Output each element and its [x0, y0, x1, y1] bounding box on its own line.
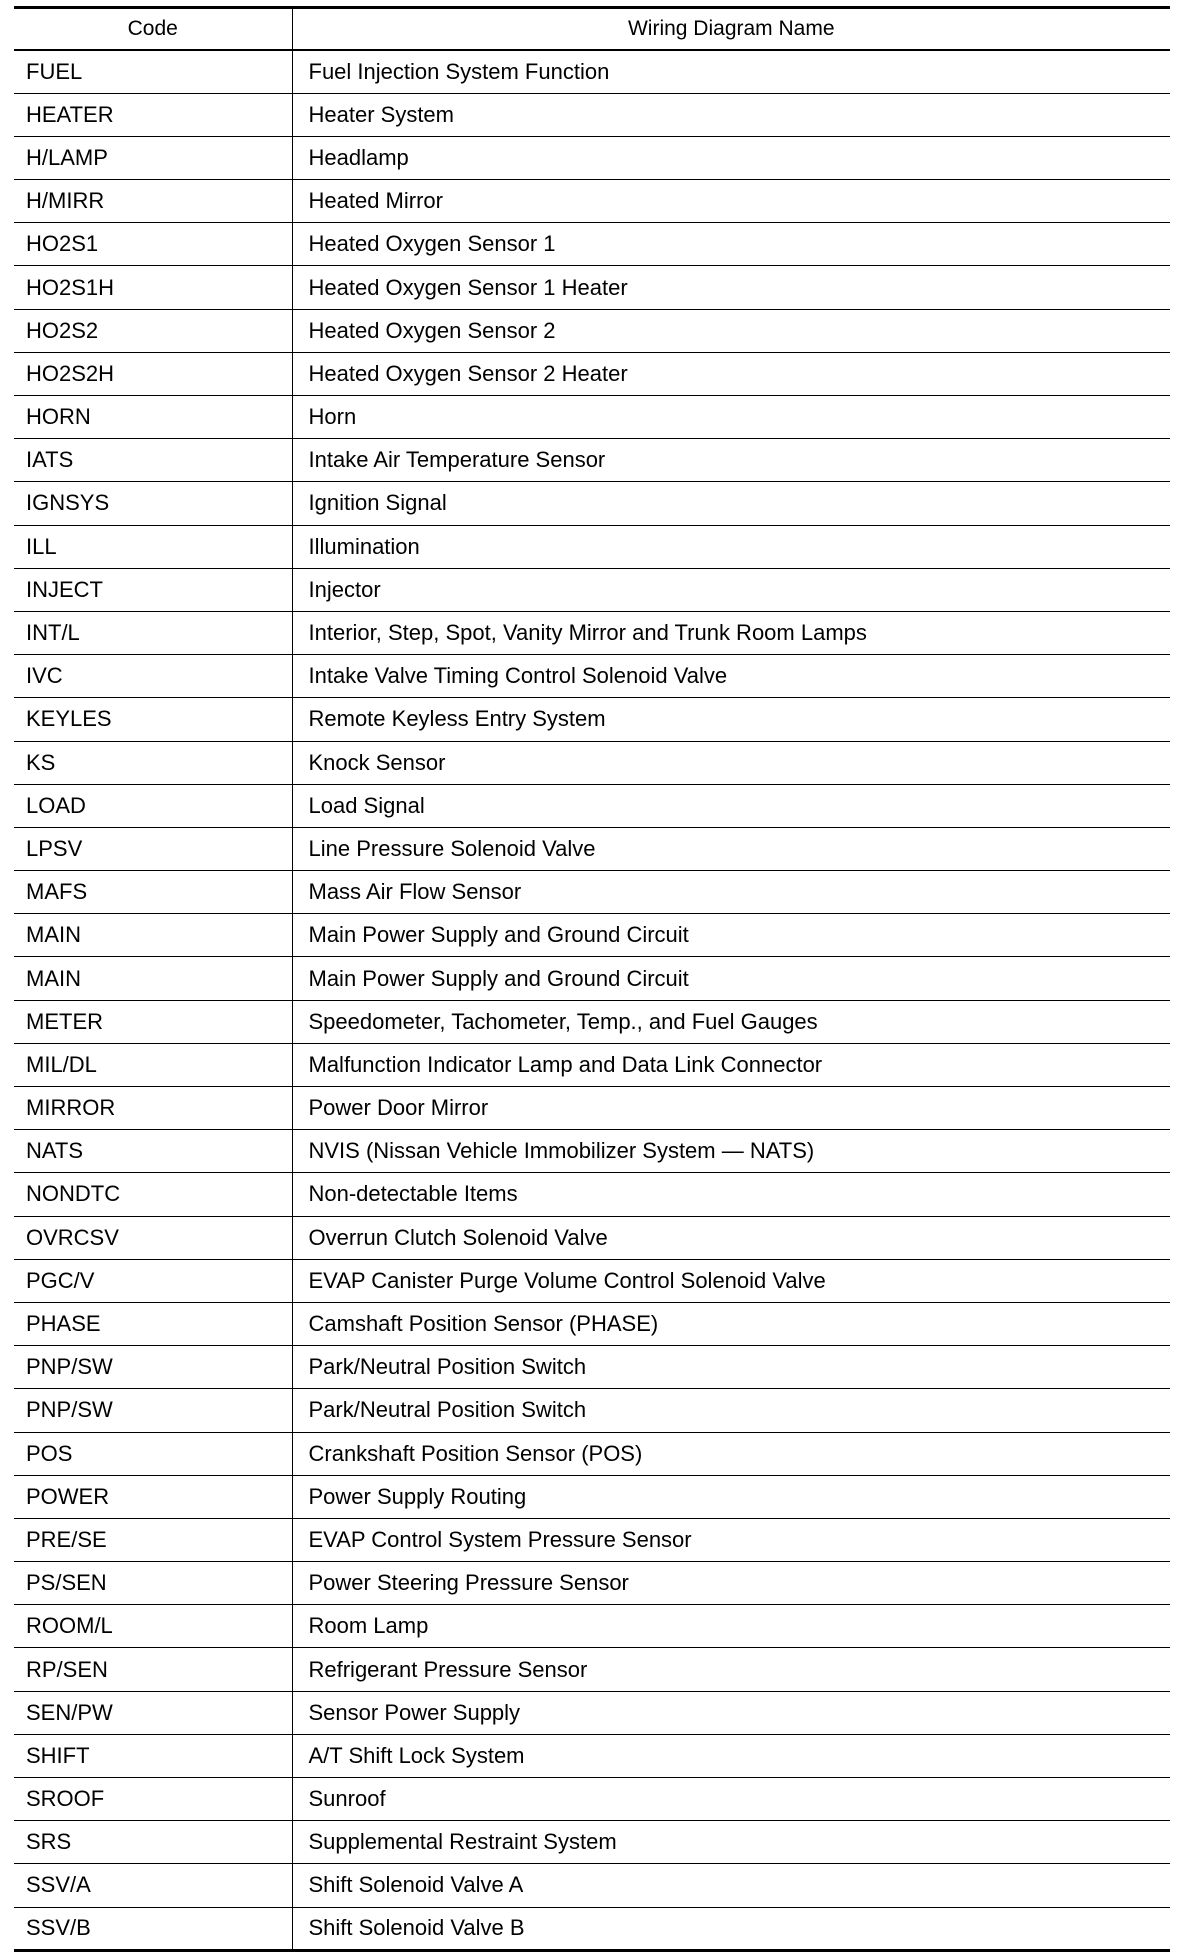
table-row [14, 1864, 1170, 1907]
code-cell: MIRROR [14, 1087, 292, 1130]
wiring-diagram-name-cell: NVIS (Nissan Vehicle Immobilizer System — NATS) [308, 1138, 815, 1164]
wiring-diagram-name-cell: Heater System [308, 101, 454, 127]
wiring-diagram-name-cell: Horn [308, 404, 357, 430]
wiring-diagram-name-cell: Power Steering Pressure Sensor [308, 1570, 629, 1596]
wiring-diagram-name-cell: Mass Air Flow Sensor [308, 879, 522, 905]
table-body [14, 50, 1170, 1950]
code-cell: INT/L [14, 611, 292, 654]
code-cell: FUEL [14, 50, 292, 93]
table-row [14, 1432, 1170, 1475]
table-header [14, 8, 1170, 51]
table-row [14, 741, 1170, 784]
code-cell: MIL/DL [14, 1043, 292, 1086]
wiring-diagram-name-cell: Injector [308, 576, 381, 602]
wiring-diagram-code-table [14, 6, 1170, 1952]
wiring-diagram-table-container [14, 6, 1170, 1952]
table-row [14, 1302, 1170, 1345]
code-cell: INJECT [14, 568, 292, 611]
code-cell: MAIN [14, 914, 292, 957]
table-row [14, 1216, 1170, 1259]
table-row [14, 439, 1170, 482]
code-cell: H/LAMP [14, 136, 292, 179]
wiring-diagram-name-cell: Intake Air Temperature Sensor [308, 447, 606, 473]
wiring-diagram-name-cell: EVAP Control System Pressure Sensor [308, 1526, 692, 1552]
wiring-diagram-name-cell: Heated Mirror [308, 188, 443, 214]
code-cell: SEN/PW [14, 1691, 292, 1734]
code-cell: HO2S1 [14, 223, 292, 266]
code-cell: MAIN [14, 957, 292, 1000]
wiring-diagram-name-cell: Non-detectable Items [308, 1181, 518, 1207]
table-row [14, 698, 1170, 741]
wiring-diagram-name-cell: Line Pressure Solenoid Valve [308, 835, 596, 861]
code-cell: HORN [14, 396, 292, 439]
wiring-diagram-name-cell: Shift Solenoid Valve B [308, 1915, 525, 1941]
table-row [14, 1518, 1170, 1561]
table-row [14, 568, 1170, 611]
table-row [14, 1562, 1170, 1605]
table-row [14, 136, 1170, 179]
code-cell: H/MIRR [14, 180, 292, 223]
code-cell: KEYLES [14, 698, 292, 741]
table-row [14, 1691, 1170, 1734]
code-cell: PGC/V [14, 1259, 292, 1302]
code-cell: SROOF [14, 1778, 292, 1821]
table-row [14, 1173, 1170, 1216]
code-cell: LPSV [14, 827, 292, 870]
table-row [14, 396, 1170, 439]
table-row [14, 1087, 1170, 1130]
wiring-diagram-name-cell: Heated Oxygen Sensor 1 [308, 231, 556, 257]
wiring-diagram-name-cell: Knock Sensor [308, 749, 446, 775]
wiring-diagram-name-cell: Sunroof [308, 1786, 386, 1812]
wiring-diagram-name-cell: Shift Solenoid Valve A [308, 1872, 524, 1898]
table-row [14, 482, 1170, 525]
wiring-diagram-name-cell: Headlamp [308, 144, 409, 170]
wiring-diagram-name-cell: Ignition Signal [308, 490, 447, 516]
wiring-diagram-name-cell: Load Signal [308, 792, 425, 818]
code-cell: IVC [14, 655, 292, 698]
code-cell: OVRCSV [14, 1216, 292, 1259]
table-row [14, 1907, 1170, 1950]
code-cell: IGNSYS [14, 482, 292, 525]
code-cell: RP/SEN [14, 1648, 292, 1691]
table-row [14, 1346, 1170, 1389]
table-row [14, 1389, 1170, 1432]
code-cell: METER [14, 1000, 292, 1043]
wiring-diagram-name-cell: Heated Oxygen Sensor 2 [308, 317, 556, 343]
wiring-diagram-name-cell: Refrigerant Pressure Sensor [308, 1656, 588, 1682]
wiring-diagram-name-cell: EVAP Canister Purge Volume Control Solenoid Valve [308, 1267, 826, 1293]
code-column-header: Code [14, 8, 292, 51]
code-cell: IATS [14, 439, 292, 482]
code-cell: HO2S2H [14, 352, 292, 395]
code-cell: NONDTC [14, 1173, 292, 1216]
code-cell: HO2S2 [14, 309, 292, 352]
wiring-diagram-name-cell: Camshaft Position Sensor (PHASE) [308, 1311, 659, 1337]
wiring-diagram-name-cell: Heated Oxygen Sensor 1 Heater [308, 274, 628, 300]
table-row [14, 223, 1170, 266]
table-row [14, 525, 1170, 568]
table-row [14, 1475, 1170, 1518]
code-cell: POS [14, 1432, 292, 1475]
wiring-diagram-name-cell: Illumination [308, 533, 420, 559]
wiring-diagram-name-cell: Remote Keyless Entry System [308, 706, 606, 732]
wiring-diagram-name-cell: Interior, Step, Spot, Vanity Mirror and Trunk Room Lamps [308, 620, 867, 646]
table-row [14, 1821, 1170, 1864]
wiring-diagram-name-cell: Heated Oxygen Sensor 2 Heater [308, 360, 628, 386]
wiring-diagram-name-cell: Sensor Power Supply [308, 1699, 521, 1725]
wiring-diagram-name-cell: Power Supply Routing [308, 1483, 527, 1509]
table-row [14, 914, 1170, 957]
wiring-diagram-name-cell: Park/Neutral Position Switch [308, 1397, 587, 1423]
wiring-diagram-name-cell: Power Door Mirror [308, 1095, 489, 1121]
wiring-diagram-name-cell: Overrun Clutch Solenoid Valve [308, 1224, 608, 1250]
table-row [14, 1000, 1170, 1043]
table-row [14, 611, 1170, 654]
wiring-diagram-name-cell: Crankshaft Position Sensor (POS) [308, 1440, 643, 1466]
table-row [14, 180, 1170, 223]
table-row [14, 784, 1170, 827]
wiring-diagram-name-cell: Room Lamp [308, 1613, 429, 1639]
table-row [14, 1130, 1170, 1173]
table-row [14, 352, 1170, 395]
table-row [14, 827, 1170, 870]
table-row [14, 309, 1170, 352]
wiring-diagram-name-cell: Main Power Supply and Ground Circuit [308, 922, 689, 948]
wiring-diagram-name-cell: Fuel Injection System Function [308, 58, 610, 84]
code-cell: POWER [14, 1475, 292, 1518]
table-row [14, 1605, 1170, 1648]
code-cell: LOAD [14, 784, 292, 827]
table-row [14, 957, 1170, 1000]
code-cell: SSV/B [14, 1907, 292, 1950]
table-row [14, 1734, 1170, 1777]
code-cell: HEATER [14, 93, 292, 136]
table-row [14, 93, 1170, 136]
code-cell: PRE/SE [14, 1518, 292, 1561]
code-cell: KS [14, 741, 292, 784]
header-row [14, 8, 1170, 51]
code-cell: ILL [14, 525, 292, 568]
code-cell: PHASE [14, 1302, 292, 1345]
code-cell: NATS [14, 1130, 292, 1173]
table-row [14, 1648, 1170, 1691]
code-cell: PNP/SW [14, 1346, 292, 1389]
code-cell: PS/SEN [14, 1562, 292, 1605]
table-row [14, 50, 1170, 93]
code-cell: SSV/A [14, 1864, 292, 1907]
table-row [14, 1259, 1170, 1302]
wiring-diagram-name-column-header: Wiring Diagram Name [627, 17, 835, 40]
table-row [14, 1043, 1170, 1086]
table-row [14, 655, 1170, 698]
wiring-diagram-name-cell: Malfunction Indicator Lamp and Data Link Connector [308, 1051, 823, 1077]
table-row [14, 266, 1170, 309]
code-cell: HO2S1H [14, 266, 292, 309]
code-cell: ROOM/L [14, 1605, 292, 1648]
code-cell: PNP/SW [14, 1389, 292, 1432]
table-row [14, 1778, 1170, 1821]
wiring-diagram-name-cell: Intake Valve Timing Control Solenoid Valve [308, 663, 728, 689]
code-cell: SHIFT [14, 1734, 292, 1777]
wiring-diagram-name-cell: Park/Neutral Position Switch [308, 1354, 587, 1380]
table-row [14, 871, 1170, 914]
code-cell: SRS [14, 1821, 292, 1864]
code-cell: MAFS [14, 871, 292, 914]
wiring-diagram-name-cell: A/T Shift Lock System [308, 1742, 525, 1768]
wiring-diagram-name-cell: Supplemental Restraint System [308, 1829, 617, 1855]
wiring-diagram-name-cell: Speedometer, Tachometer, Temp., and Fuel Gauges [308, 1008, 818, 1034]
wiring-diagram-name-cell: Main Power Supply and Ground Circuit [308, 965, 689, 991]
